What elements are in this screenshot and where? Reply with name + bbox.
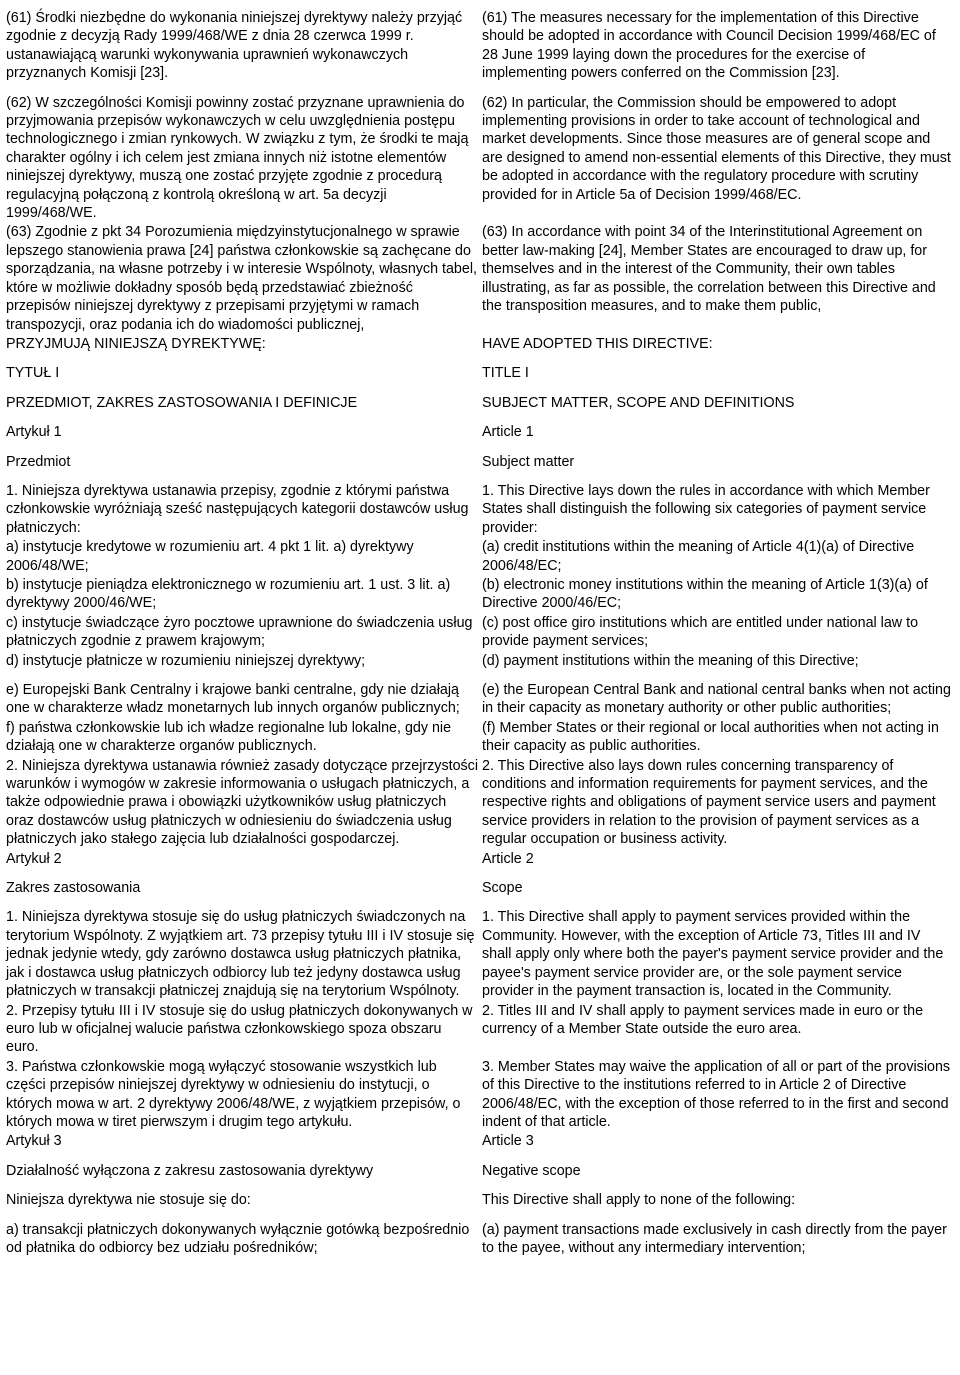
english-paragraph: (63) In accordance with point 34 of the Interinstitutional Agreement on better law-making [24], Member States are encouraged to draw up, for themselves and in the interest of the Community, their own tables illustrating, as far as possible, the correlation between this Directive and the transposition measures, and to make them public,: [482, 224, 936, 315]
polish-paragraph: 1. Niniejsza dyrektywa stosuje się do usług płatniczych świadczonych na terytorium Wspólnoty. Z wyjątkiem art. 73 przepisy tytułu III i IV stosuje się jednak jedynie wtedy, gdy zarówno dostawca usług płatniczych płatnika, jak i dostawca usług płatniczych odbiorcy lub też jedyny dostawca usług płatniczych w transakcji płatniczej znajdują się na terytorium Wspólnoty.: [6, 909, 475, 1000]
english-paragraph: (d) payment institutions within the meaning of this Directive;: [482, 652, 859, 669]
english-paragraph: 2. This Directive also lays down rules concerning transparency of conditions and information requirements for payment services, and the respective rights and obligations of payment service users and payment service providers in relation to the provision of payment services as a regular occupation or business activity.: [482, 757, 936, 848]
polish-paragraph: (63) Zgodnie z pkt 34 Porozumienia międzyinstytucjonalnego w sprawie lepszego stanowienia prawa [24] państwa członkowskie są zachęcane do sporządzania, na własne potrzeby i w interesie Wspólnoty, własnych tabel, które w możliwie dokładny sposób będą przedstawiać zbieżność przepisów niniejszej dyrektywy z przepisami przyjętymi w ramach transpozycji, oraz podania ich do wiadomości publicznej,: [6, 224, 477, 333]
polish-paragraph: Artykuł 1: [6, 424, 62, 441]
polish-paragraph: 1. Niniejsza dyrektywa ustanawia przepisy, zgodnie z którymi państwa członkowskie wyróżniają sześć następujących kategorii dostawców usług płatniczych:: [6, 482, 469, 536]
english-paragraph: This Directive shall apply to none of the following:: [482, 1192, 796, 1209]
english-paragraph: TITLE I: [482, 365, 529, 382]
polish-paragraph: d) instytucje płatnicze w rozumieniu niniejszej dyrektywy;: [6, 652, 366, 669]
english-paragraph: (61) The measures necessary for the implementation of this Directive should be adopted in accordance with Council Decision 1999/468/EC of 28 June 1999 laying down the procedures for the exercise of implementing powers conferred on the Commission [23].: [482, 10, 936, 82]
polish-paragraph: Artykuł 2: [6, 850, 62, 867]
polish-paragraph: PRZYJMUJĄ NINIEJSZĄ DYREKTYWĘ:: [6, 335, 266, 352]
english-paragraph: (e) the European Central Bank and national central banks when not acting in their capacity as monetary authority or other public authorities;: [482, 682, 951, 717]
english-paragraph: Scope: [482, 880, 523, 897]
english-paragraph: (a) credit institutions within the meaning of Article 4(1)(a) of Directive 2006/48/EC;: [482, 539, 915, 574]
polish-paragraph: 3. Państwa członkowskie mogą wyłączyć stosowanie wszystkich lub części przepisów niniejszej dyrektywy w odniesieniu do instytucji, o których mowa w art. 2 dyrektywy 2006/48/WE, z wyjątkiem przepisów, o których mowa w tiret pierwszym i drugim tego artykułu.: [6, 1058, 461, 1130]
polish-paragraph: Artykuł 3: [6, 1133, 62, 1150]
english-paragraph: 3. Member States may waive the application of all or part of the provisions of this Directive to the institutions referred to in Article 2 of Directive 2006/48/EC, with the exception of those referred to in the first and second indent of that article.: [482, 1058, 951, 1130]
polish-paragraph: e) Europejski Bank Centralny i krajowe banki centralne, gdy nie działają one w charakterze władz monetarnych lub innych organów publicznych;: [6, 682, 460, 717]
english-paragraph: Article 3: [482, 1133, 534, 1150]
english-paragraph: HAVE ADOPTED THIS DIRECTIVE:: [482, 335, 713, 352]
polish-paragraph: Przedmiot: [6, 453, 71, 470]
english-paragraph: (f) Member States or their regional or local authorities when not acting in their capacity as public authorities.: [482, 719, 939, 755]
polish-paragraph: (62) W szczególności Komisji powinny zostać przyznane uprawnienia do przyjmowania przepisów wykonawczych w celu uwzględnienia postępu technologicznego i zmian rynkowych. W związku z tym, że środki te mają charakter ogólny i ich celem jest zmiana innych niż istotne elementów niniejszej dyrektywy, muszą one zostać przyjęte zgodnie z procedurą regulacyjną połączoną z kontrolą określoną w art. 5a decyzji 1999/468/WE.: [6, 94, 469, 222]
english-paragraph: Article 2: [482, 850, 534, 867]
polish-paragraph: (61) Środki niezbędne do wykonania niniejszej dyrektywy należy przyjąć zgodnie z decyzją Rady 1999/468/WE z dnia 28 czerwca 1999 r. ustanawiającą warunki wykonywania uprawnień wykonawczych przyznanych Komisji [23].: [6, 10, 463, 82]
polish-paragraph: f) państwa członkowskie lub ich władze regionalne lub lokalne, gdy nie działają one w charakterze organów publicznych.: [6, 719, 452, 755]
english-paragraph: Subject matter: [482, 453, 575, 470]
polish-paragraph: PRZEDMIOT, ZAKRES ZASTOSOWANIA I DEFINICJE: [6, 394, 358, 411]
polish-paragraph: TYTUŁ I: [6, 365, 60, 382]
polish-paragraph: a) instytucje kredytowe w rozumieniu art. 4 pkt 1 lit. a) dyrektywy 2006/48/WE;: [6, 539, 414, 574]
english-paragraph: (c) post office giro institutions which are entitled under national law to provide payment services;: [482, 614, 919, 650]
english-paragraph: SUBJECT MATTER, SCOPE AND DEFINITIONS: [482, 394, 795, 411]
english-paragraph: (a) payment transactions made exclusively in cash directly from the payer to the payee, without any intermediary intervention;: [482, 1221, 947, 1256]
english-paragraph: (b) electronic money institutions within the meaning of Article 1(3)(a) of Directive 2000/46/EC;: [482, 576, 928, 612]
english-paragraph: 1. This Directive lays down the rules in accordance with which Member States shall distinguish the following six categories of payment service provider:: [482, 482, 930, 536]
polish-paragraph: 2. Niniejsza dyrektywa ustanawia również zasady dotyczące przejrzystości warunków i wymogów w zakresie informowania o usługach płatniczych, a także odpowiednie prawa i obowiązki użytkowników usług płatniczych oraz dostawców usług płatniczych w odniesieniu do świadczenia usług płatniczych jako stałego zajęcia lub działalności gospodarczej.: [6, 757, 478, 848]
polish-paragraph: a) transakcji płatniczych dokonywanych wyłącznie gotówką bezpośrednio od płatnika do odbiorcy bez udziału pośredników;: [6, 1221, 470, 1256]
polish-paragraph: Zakres zastosowania: [6, 880, 141, 897]
polish-paragraph: b) instytucje pieniądza elektronicznego w rozumieniu art. 1 ust. 3 lit. a) dyrektywy 2000/46/WE;: [6, 576, 451, 612]
english-paragraph: Article 1: [482, 424, 534, 441]
polish-paragraph: c) instytucje świadczące żyro pocztowe uprawnione do świadczenia usług płatniczych zgodnie z prawem krajowym;: [6, 614, 473, 650]
polish-paragraph: Niniejsza dyrektywa nie stosuje się do:: [6, 1192, 251, 1209]
polish-paragraph: 2. Przepisy tytułu III i IV stosuje się do usług płatniczych dokonywanych w euro lub w oficjalnej walucie państwa członkowskiego spoza obszaru euro.: [6, 1002, 473, 1056]
english-paragraph: Negative scope: [482, 1162, 581, 1179]
english-paragraph: 2. Titles III and IV shall apply to payment services made in euro or the currency of a Member State outside the euro area.: [482, 1002, 924, 1037]
polish-paragraph: Działalność wyłączona z zakresu zastosowania dyrektywy: [6, 1162, 374, 1179]
english-paragraph: 1. This Directive shall apply to payment services provided within the Community. However, with the exception of Article 73, Titles III and IV shall apply only where both the payer's payment service provider and the payee's payment service provider are, or the sole payment service provider in the payment transaction is, located in the Community.: [482, 909, 944, 1000]
english-paragraph: (62) In particular, the Commission should be empowered to adopt implementing provisions in order to take account of technological and market developments. Since those measures are of general scope and are designed to amend non-essential elements of this Directive, they must be adopted in accordance with the regulatory procedure with scrutiny provided for in Article 5a of Decision 1999/468/EC.: [482, 94, 951, 203]
